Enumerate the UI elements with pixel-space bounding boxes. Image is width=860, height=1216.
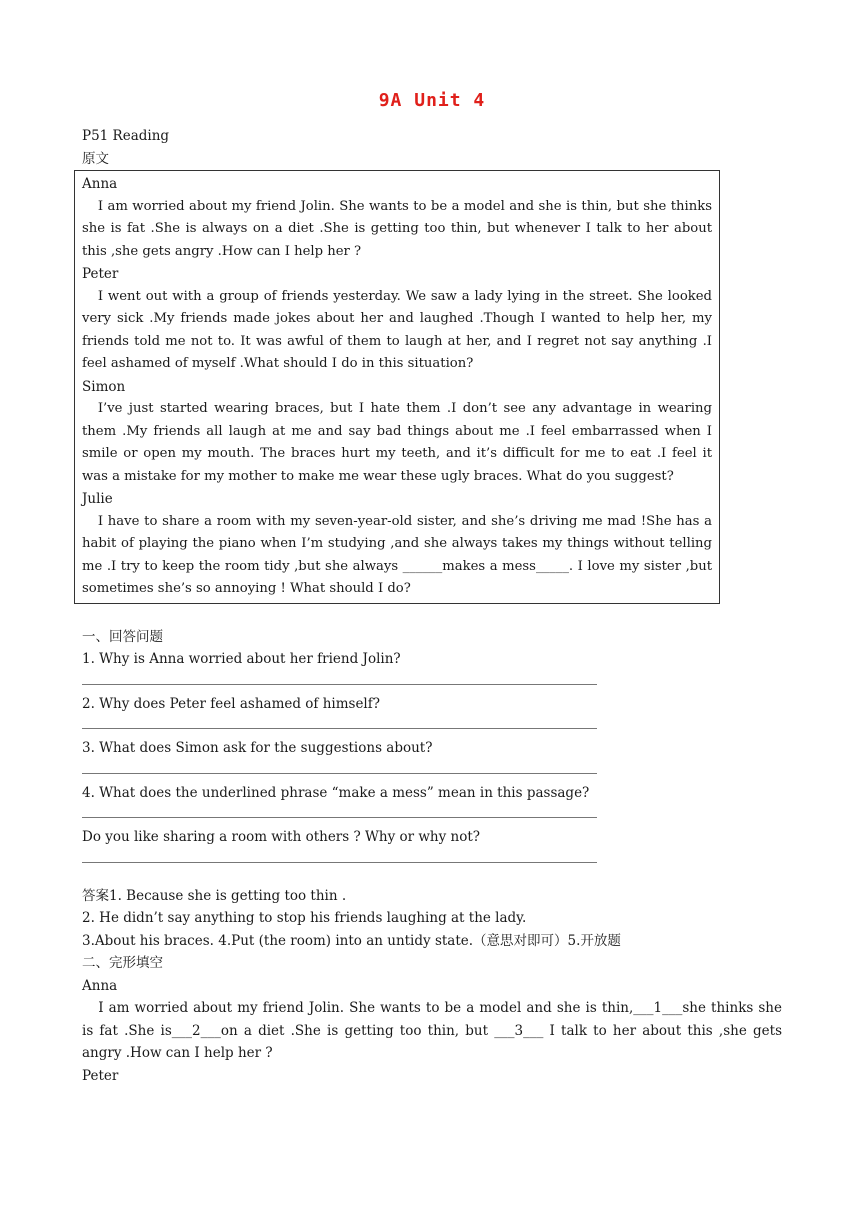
cloze-text: I am worried about my friend Jolin. She wants to be a model and she is thin,___1___she thinks she is fat .She is___2___on a diet .She is getting too thin, but ___3___ I talk to her about this ,she gets angry .How can I help her ?: [82, 1000, 782, 1061]
question-4: 4. What does the underlined phrase “make a mess” mean in this passage?: [82, 784, 590, 801]
section2-heading: 二、完形填空: [82, 955, 163, 971]
question-1: 1. Why is Anna worried about her friend Jolin?: [82, 651, 401, 667]
document-page: [82, 90, 782, 1087]
passage-name-peter: Peter: [82, 266, 119, 282]
passage-text-julie: [82, 511, 712, 601]
underlined-phrase: ______makes a mess_____: [402, 558, 569, 574]
passage-name-julie: Julie: [82, 491, 113, 507]
question-5: Do you like sharing a room with others ? Why or why not?: [82, 829, 481, 845]
answer-3: 3.About his braces. 4.Put (the room) into an untidy state.（意思对即可）5.开放题: [82, 932, 621, 949]
question-3: 3. What does Simon ask for the suggestions about?: [82, 740, 433, 756]
section1-heading: 一、回答问题: [82, 628, 163, 645]
julie-text-after: . I love my sister ,but sometimes she’s so annoying ! What should I do?: [82, 558, 712, 596]
julie-text-before: I have to share a room with my seven-year-old sister, and she’s driving me mad !She has a habit of playing the piano when I’m studying ,and she always takes my things without telling me .I try to keep the room tidy ,but she always: [82, 513, 712, 574]
question-2: 2. Why does Peter feel ashamed of himself?: [82, 695, 380, 712]
passage-name-simon: Simon: [82, 378, 126, 395]
cloze-name-peter: Peter: [82, 1067, 119, 1084]
original-label: 原文: [82, 150, 109, 167]
passage-text-anna: I am worried about my friend Jolin. She wants to be a model and she is thin, but she thinks she is fat .She is always on a diet .She is getting too thin, but whenever I talk to her about this ,she gets angry .How can I help her ?: [82, 198, 712, 259]
cloze-name-anna: Anna: [82, 977, 118, 994]
reading-label: P51 Reading: [82, 128, 170, 144]
answer-1: 答案1. Because she is getting too thin .: [82, 887, 347, 904]
reading-passage-box: [74, 170, 720, 604]
answer-2: 2. He didn’t say anything to stop his friends laughing at the lady.: [82, 910, 527, 926]
passage-text-simon: I’ve just started wearing braces, but I hate them .I don’t see any advantage in wearing them .My friends all laugh at me and say bad things about me .I feel embarrassed when I smile or open my mouth. The braces hurt my teeth, and it’s difficult for me to eat .I feel it was a mistake for my mother to make me wear these ugly braces. What do you suggest?: [82, 401, 712, 484]
page-title: 9A Unit 4: [378, 90, 486, 111]
passage-text-peter: I went out with a group of friends yesterday. We saw a lady lying in the street. She looked very sick .My friends made jokes about her and laughed .Though I wanted to help her, my friends told me not to. It was awful of them to laugh at her, and I regret not say anything .I feel ashamed of myself .What should I do in this situation?: [82, 288, 712, 371]
passage-name-anna: Anna: [82, 176, 118, 192]
